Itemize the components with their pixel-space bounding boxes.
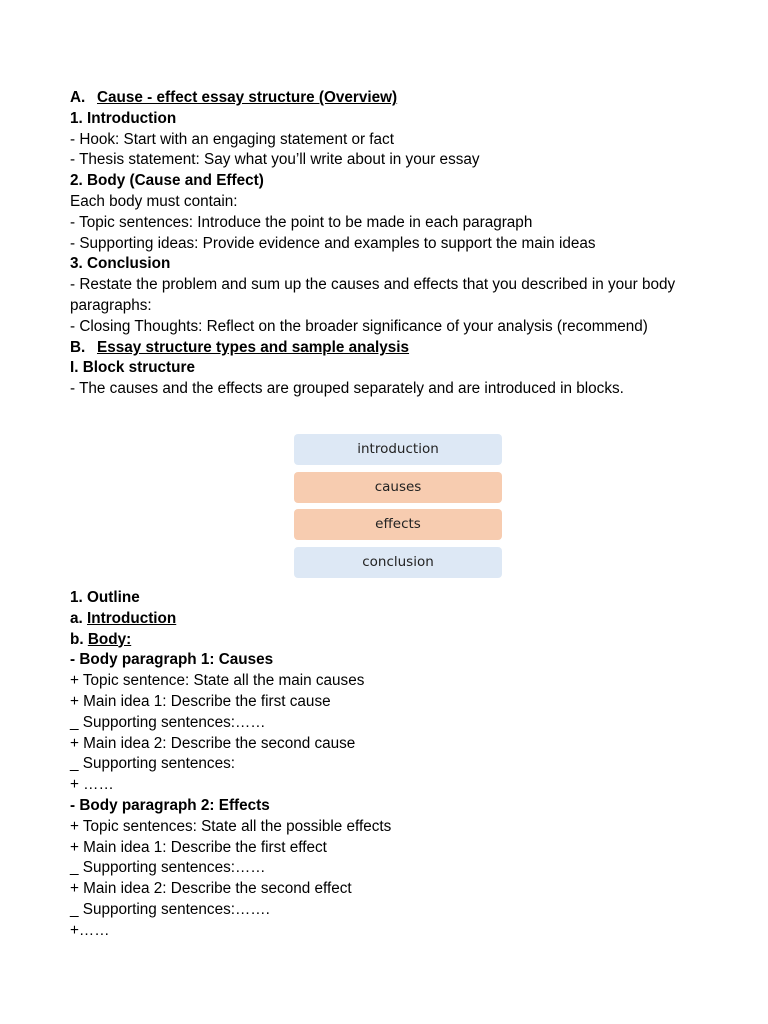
body-lead: Each body must contain:: [70, 192, 238, 210]
outline-body: [70, 630, 710, 651]
outline-heading: 1. Outline: [70, 588, 140, 606]
section-a-letter: A.: [70, 89, 86, 106]
paragraph1-line: + Main idea 1: Describe the first cause: [70, 692, 331, 710]
section-a-heading: [70, 88, 710, 109]
outline-intro-prefix: a.: [70, 609, 88, 627]
block-structure-diagram: [70, 407, 710, 588]
diagram-block-conclusion: conclusion: [294, 547, 502, 578]
paragraph2-line: + Main idea 1: Describe the first effect: [70, 838, 327, 856]
paragraph2-line: _ Supporting sentences:…….: [70, 900, 270, 918]
body-heading: 2. Body (Cause and Effect): [70, 172, 264, 190]
body-topic-sentences: - Topic sentences: Introduce the point to be made in each paragraph: [70, 213, 533, 231]
outline-body-label: Body:: [87, 630, 132, 648]
outline-body-prefix: b.: [70, 630, 88, 648]
paragraph2-line: + Main idea 2: Describe the second effect: [70, 880, 352, 898]
intro-hook: - Hook: Start with an engaging statement or fact: [70, 130, 394, 148]
paragraph1-line: + ……: [70, 776, 114, 794]
paragraph2-line: _ Supporting sentences:……: [70, 859, 266, 877]
paragraph1-heading: - Body paragraph 1: Causes: [70, 651, 274, 669]
diagram-block-causes: causes: [294, 472, 502, 503]
body-supporting-ideas: - Supporting ideas: Provide evidence and examples to support the main ideas: [70, 234, 596, 252]
paragraph2-heading: - Body paragraph 2: Effects: [70, 796, 270, 814]
conclusion-closing: - Closing Thoughts: Reflect on the broader significance of your analysis (recommend): [70, 317, 648, 335]
paragraph1-line: _ Supporting sentences:……: [70, 713, 266, 731]
conclusion-heading: 3. Conclusion: [70, 255, 171, 273]
diagram-block-effects: effects: [294, 509, 502, 540]
outline-intro-label: Introduction: [87, 609, 177, 627]
paragraph2-line: +……: [70, 921, 110, 939]
paragraph2-line: + Topic sentences: State all the possible effects: [70, 817, 392, 835]
intro-heading: 1. Introduction: [70, 109, 177, 127]
block-structure-description: - The causes and the effects are grouped separately and are introduced in blocks.: [70, 380, 624, 398]
section-a-title: Cause - effect essay structure (Overview): [97, 89, 398, 106]
outline-intro: [70, 609, 710, 630]
intro-thesis: - Thesis statement: Say what you’ll write about in your essay: [70, 151, 480, 169]
paragraph1-line: _ Supporting sentences:: [70, 755, 235, 773]
block-structure-heading: I. Block structure: [70, 359, 195, 377]
section-b-title: Essay structure types and sample analysis: [97, 338, 410, 356]
diagram-block-introduction: introduction: [294, 434, 502, 465]
conclusion-restate: - Restate the problem and sum up the causes and effects that you described in your body paragraphs:: [70, 276, 676, 314]
document-page: [70, 88, 710, 942]
section-b-heading: [70, 338, 710, 359]
section-b-letter: B.: [70, 338, 86, 356]
paragraph1-line: + Topic sentence: State all the main causes: [70, 672, 365, 690]
paragraph1-line: + Main idea 2: Describe the second cause: [70, 734, 356, 752]
